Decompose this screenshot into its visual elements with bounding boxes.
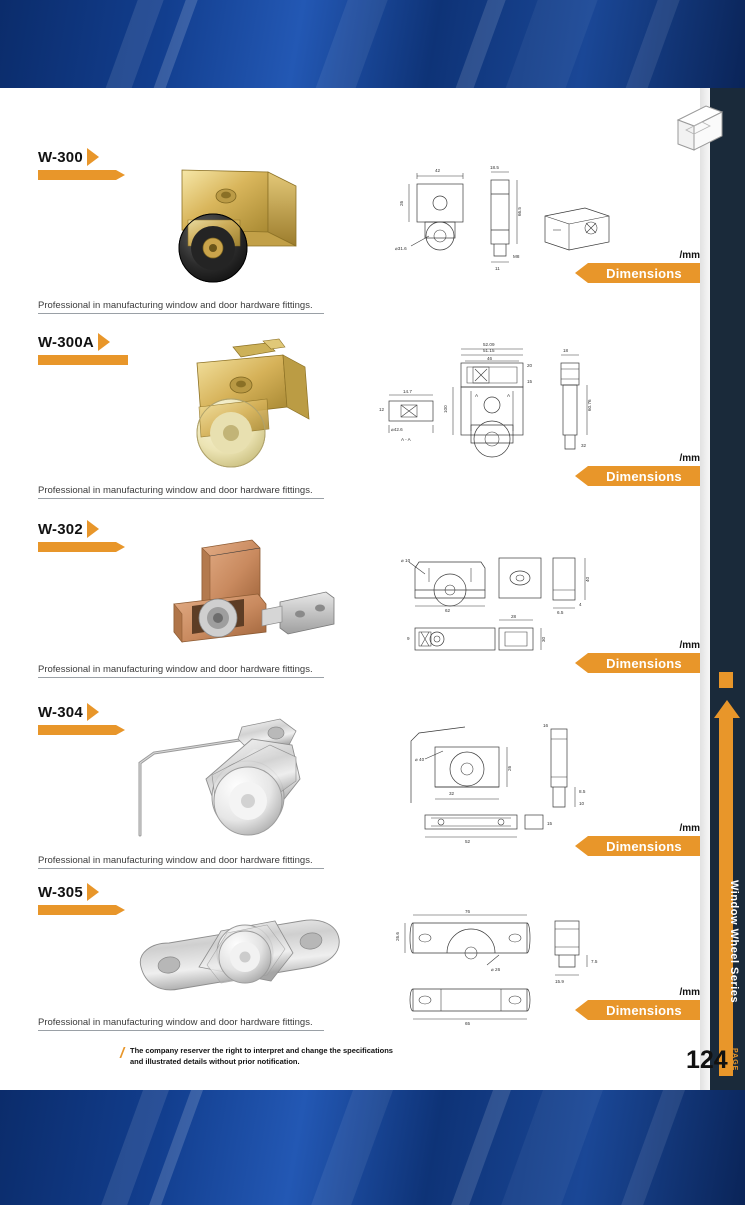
- model-underline-bar: [38, 725, 116, 735]
- svg-text:⌀ 10: ⌀ 10: [401, 558, 411, 563]
- product-row-w302: [0, 512, 700, 682]
- svg-text:100: 100: [443, 405, 448, 413]
- chevron-right-icon: [87, 703, 99, 721]
- dimensions-label: Dimensions: [606, 1002, 682, 1018]
- svg-text:76: 76: [465, 909, 471, 914]
- dimensions-unit: /mm: [679, 987, 700, 998]
- model-name: W-305: [38, 883, 83, 901]
- svg-text:52.09: 52.09: [483, 342, 495, 347]
- model-tag-w302: [38, 520, 99, 538]
- tagline: Professional in manufacturing window and door hardware fittings.: [38, 855, 324, 869]
- svg-text:12: 12: [379, 407, 385, 412]
- svg-text:51.15: 51.15: [483, 348, 495, 353]
- dimensions-marker-w304: [530, 823, 700, 863]
- svg-text:26.6: 26.6: [395, 932, 400, 941]
- dimensions-banner: [588, 836, 700, 856]
- svg-text:10: 10: [579, 801, 585, 806]
- svg-text:15.9: 15.9: [555, 979, 564, 984]
- svg-text:20: 20: [527, 363, 533, 368]
- tagline: Professional in manufacturing window and door hardware fittings.: [38, 664, 324, 678]
- svg-text:4: 4: [579, 602, 582, 607]
- svg-text:A: A: [475, 393, 479, 398]
- svg-text:18.5: 18.5: [490, 165, 499, 170]
- model-tag-w305: [38, 883, 99, 901]
- dimensions-unit: /mm: [679, 250, 700, 261]
- tagline: Professional in manufacturing window and door hardware fittings.: [38, 300, 324, 314]
- dimensions-banner: [588, 466, 700, 486]
- tagline: Professional in manufacturing window and door hardware fittings.: [38, 485, 324, 499]
- svg-text:15: 15: [527, 379, 533, 384]
- chevron-right-icon: [87, 883, 99, 901]
- chevron-right-icon: [98, 333, 110, 351]
- svg-text:6.5: 6.5: [557, 610, 564, 615]
- model-name: W-300A: [38, 333, 94, 351]
- dimensions-unit: /mm: [679, 453, 700, 464]
- svg-text:11: 11: [495, 266, 500, 271]
- dimensions-label: Dimensions: [606, 655, 682, 671]
- svg-text:16: 16: [543, 723, 549, 728]
- svg-text:A: A: [507, 393, 511, 398]
- page-word-label: PAGE: [731, 1048, 738, 1072]
- dimensions-unit: /mm: [679, 640, 700, 651]
- chevron-right-icon: [87, 520, 99, 538]
- svg-text:⌀42.6: ⌀42.6: [391, 427, 403, 432]
- dimensions-marker-w300: [530, 250, 700, 290]
- footer-disclaimer-line1: The company reserver the right to interpret and change the specifications: [130, 1046, 393, 1055]
- svg-text:32: 32: [449, 791, 455, 796]
- model-tag-w300a: [38, 333, 110, 351]
- page-number: 124: [686, 1046, 728, 1074]
- model-underline-bar: [38, 542, 116, 552]
- svg-text:9: 9: [407, 636, 410, 641]
- svg-text:28: 28: [511, 614, 517, 619]
- footer-slash-icon: /: [120, 1045, 125, 1062]
- model-name: W-304: [38, 703, 83, 721]
- svg-text:65: 65: [465, 1021, 471, 1025]
- svg-text:30: 30: [541, 636, 546, 642]
- page-edge: [700, 88, 710, 1090]
- dimensions-marker-w300a: [530, 453, 700, 493]
- model-tag-w300: [38, 148, 99, 166]
- model-underline-bar: [38, 170, 116, 180]
- svg-text:A - A: A - A: [401, 437, 411, 442]
- dimensions-marker-w302: [530, 640, 700, 680]
- model-underline-bar: [38, 355, 128, 365]
- svg-text:7.5: 7.5: [591, 959, 598, 964]
- model-tag-w304: [38, 703, 99, 721]
- model-underline-bar: [38, 905, 116, 915]
- dimensions-label: Dimensions: [606, 468, 682, 484]
- product-photo-w300a: [155, 333, 355, 478]
- model-name: W-300: [38, 148, 83, 166]
- svg-text:14.7: 14.7: [403, 389, 412, 394]
- product-row-w300a: [0, 325, 700, 495]
- product-row-w300: [0, 140, 700, 311]
- dimensions-marker-w305: [530, 987, 700, 1027]
- svg-text:18: 18: [563, 348, 569, 353]
- top-decorative-band: [0, 0, 745, 88]
- svg-text:⌀31.6: ⌀31.6: [395, 246, 407, 251]
- svg-text:52: 52: [465, 839, 471, 844]
- series-label: Window Wheel Series: [728, 880, 740, 1004]
- dimensions-banner: [588, 263, 700, 283]
- svg-text:60.76: 60.76: [587, 399, 592, 411]
- svg-text:26: 26: [507, 765, 512, 771]
- product-photo-w302: [140, 526, 360, 661]
- product-row-w305: [0, 875, 700, 1040]
- product-photo-w305: [125, 895, 365, 1015]
- bottom-decorative-band: [0, 1090, 745, 1205]
- svg-text:66.5: 66.5: [517, 207, 522, 216]
- svg-text:26: 26: [399, 200, 404, 206]
- dimensions-banner: [588, 653, 700, 673]
- svg-text:15: 15: [547, 821, 553, 826]
- svg-text:46: 46: [487, 356, 493, 361]
- product-photo-w300: [150, 150, 350, 290]
- rail-tick: [719, 672, 733, 688]
- svg-text:32: 32: [581, 443, 587, 448]
- dimensions-unit: /mm: [679, 823, 700, 834]
- product-row-w304: [0, 695, 700, 875]
- dimensions-label: Dimensions: [606, 838, 682, 854]
- dimensions-banner: [588, 1000, 700, 1020]
- svg-text:40: 40: [585, 576, 590, 582]
- svg-text:⌀ 26: ⌀ 26: [491, 967, 501, 972]
- model-name: W-302: [38, 520, 83, 538]
- svg-text:62: 62: [445, 608, 451, 613]
- product-photo-w304: [120, 709, 370, 854]
- tagline: Professional in manufacturing window and door hardware fittings.: [38, 1017, 324, 1031]
- svg-text:8.5: 8.5: [579, 789, 586, 794]
- svg-text:M8: M8: [513, 254, 520, 259]
- footer-disclaimer: [130, 1046, 393, 1068]
- chevron-right-icon: [87, 148, 99, 166]
- dimensions-label: Dimensions: [606, 265, 682, 281]
- footer-disclaimer-line2: and illustrated details without prior notification.: [130, 1056, 300, 1066]
- svg-text:42: 42: [435, 168, 441, 173]
- svg-text:⌀ 40: ⌀ 40: [415, 757, 425, 762]
